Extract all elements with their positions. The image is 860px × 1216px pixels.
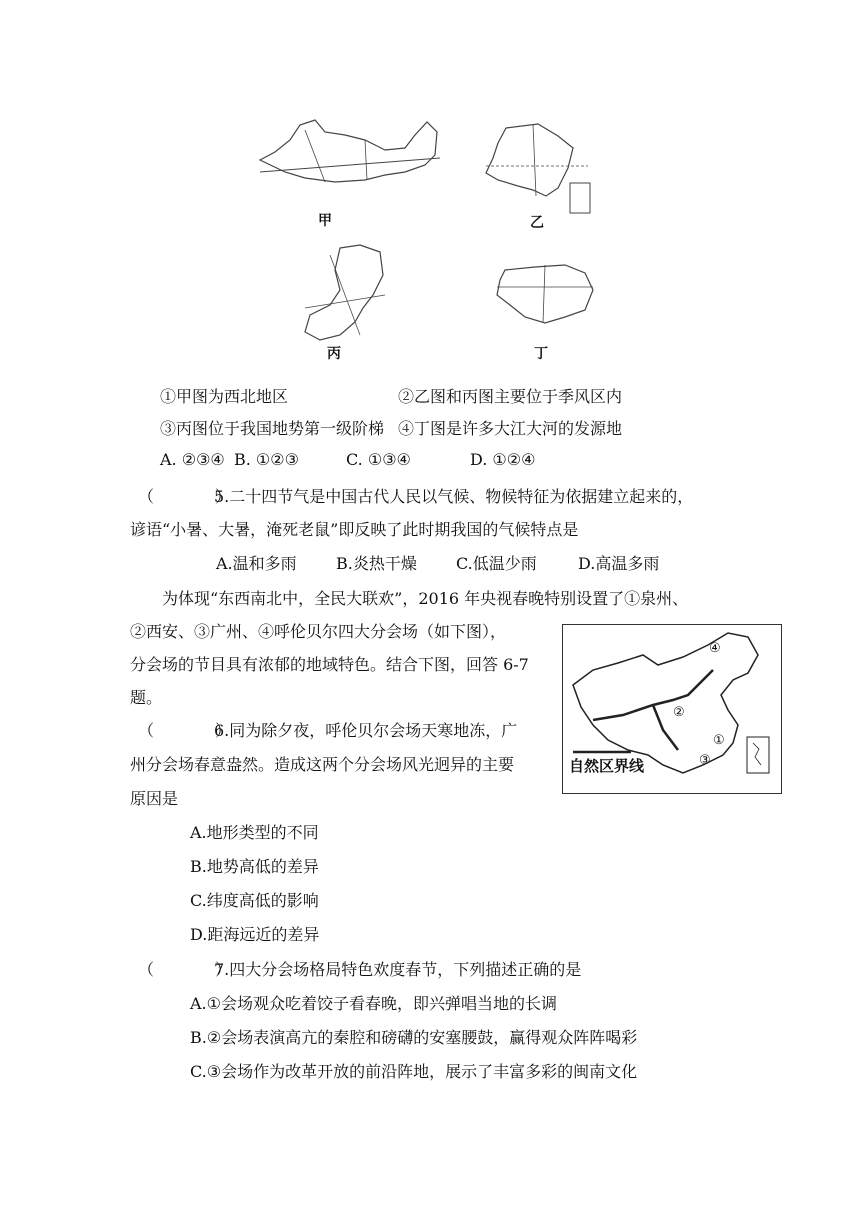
- q6-stem-line1: 6.同为除夕夜，呼伦贝尔会场天寒地冻，广: [214, 721, 518, 740]
- panel-label-jia: 甲: [318, 213, 332, 229]
- q4-statement-4: ④丁图是许多大江大河的发源地: [398, 419, 623, 438]
- q5-bracket: （ ）: [138, 487, 232, 506]
- q7-bracket: （ ）: [138, 960, 232, 979]
- map-jia: [255, 110, 445, 195]
- marker-1: ①: [713, 733, 725, 748]
- map-bing: [285, 240, 415, 350]
- marker-4: ④: [709, 641, 721, 656]
- q5-option-c: C.低温少雨: [456, 554, 537, 573]
- q5-option-d: D.高温多雨: [578, 554, 660, 573]
- q4-statement-2: ②乙图和丙图主要位于季风区内: [398, 387, 623, 406]
- q7-option-b: B.②会场表演高亢的秦腔和磅礴的安塞腰鼓，赢得观众阵阵喝彩: [190, 1028, 638, 1047]
- q6-stem-line3: 原因是: [130, 789, 179, 808]
- marker-2: ②: [673, 705, 685, 720]
- q7-option-c: C.③会场作为改革开放的前沿阵地，展示了丰富多彩的闽南文化: [190, 1062, 638, 1081]
- q5-stem-line2: 谚语“小暑、大暑，淹死老鼠”即反映了此时期我国的气候特点是: [130, 520, 579, 539]
- panel-label-bing: 丙: [327, 346, 341, 362]
- q6-option-a: A.地形类型的不同: [190, 823, 319, 842]
- q6-bracket: （ ）: [138, 721, 232, 740]
- china-map-figure: [562, 624, 782, 794]
- q5-stem-line1: 5.二十四节气是中国古代人民以气候、物候特征为依据建立起来的，: [214, 487, 694, 506]
- passage-line1: 为体现“东西南北中，全民大联欢”，2016 年央视春晚特别设置了①泉州、: [162, 589, 689, 608]
- q4-option-d: D. ①②④: [470, 450, 536, 469]
- q4-option-b: B. ①②③: [234, 450, 299, 469]
- panel-label-yi: 乙: [530, 215, 544, 231]
- q4-option-c: C. ①③④: [346, 450, 411, 469]
- q6-stem-line2: 州分会场春意盎然。造成这两个分会场风光迥异的主要: [130, 755, 515, 774]
- passage-line3: 分会场的节目具有浓郁的地域特色。结合下图，回答 6-7: [130, 655, 529, 674]
- q4-statement-1: ①甲图为西北地区: [160, 387, 289, 406]
- map-ding: [485, 255, 605, 335]
- q5-option-a: A.温和多雨: [216, 554, 297, 573]
- map-yi: [478, 118, 608, 218]
- q5-option-b: B.炎热干燥: [336, 554, 417, 573]
- passage-line4: 题。: [130, 688, 163, 707]
- passage-line2: ②西安、③广州、④呼伦贝尔四大分会场（如下图），: [130, 622, 507, 641]
- q7-stem: 7.四大分会场格局特色欢度春节，下列描述正确的是: [214, 960, 582, 979]
- q6-option-b: B.地势高低的差异: [190, 857, 319, 876]
- marker-3: ③: [699, 753, 711, 768]
- panel-label-ding: 丁: [534, 346, 548, 362]
- q4-option-a: A. ②③④: [160, 450, 225, 469]
- q6-option-c: C.纬度高低的影响: [190, 891, 319, 910]
- q4-statement-3: ③丙图位于我国地势第一级阶梯: [160, 419, 385, 438]
- q7-option-a: A.①会场观众吃着饺子看春晚，即兴弹唱当地的长调: [190, 994, 557, 1013]
- q6-option-d: D.距海远近的差异: [190, 925, 320, 944]
- map-legend: 自然区界线: [569, 757, 645, 775]
